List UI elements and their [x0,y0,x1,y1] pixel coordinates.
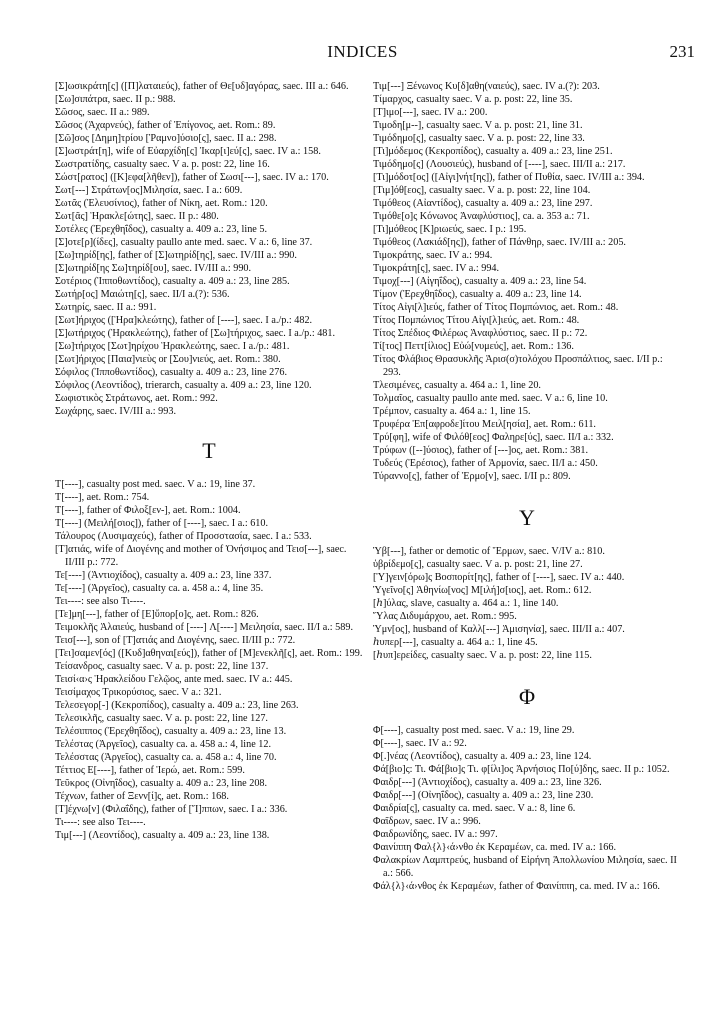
index-entry: Τε[----] (Ἀντιοχίδος), casualty a. 409 a.: 23, line 337. [55,570,272,581]
index-entry: Τολμαῖος, casualty paullo ante med. saec. V a.: 6, line 10. [373,393,608,404]
index-entry: [Σῶ]σος [Δημη]τρίου [Ῥαμνο]ύσιο[ς], saec. II a.: 298. [55,133,277,144]
index-entry: Τίτος Φλάβιος Θρασυκλῆς Ἀρισ(σ)τολόχου Προσπάλτιος, saec. I/II p.: 293. [373,354,663,378]
index-entry: Τεισ[---], son of [Τ]ατιάς and Διογένης, saec. II/III p.: 772. [55,635,296,646]
index-entry: Ὑβ[---], father or demotic of Ἕρμων, saec. V/IV a.: 810. [373,546,605,557]
index-entry: Σοτέλες (Ἐρεχθηΐδος), casualty a. 409 a.: 23, line 5. [55,224,268,235]
index-entry: [Τι]μόδεμος (Κεκροπίδος), casualty a. 409 a.: 23, line 251. [373,146,613,157]
index-entry: [Τει]σαμεν[ός] ([Κυδ]αθηναι[εύς]), father of [Μ]ενεκλῆ[ς], aet. Rom.: 199. [55,648,363,659]
index-entry: Τάλουρος (Λυσιμαχεύς), father of Προσστασία, saec. I a.: 533. [55,531,312,542]
index-entry: [Σωτ]ήριχος ([Ἡρα]κλεώτης), father of [----], saec. I a./p.: 482. [55,315,313,326]
index-entry: Τίμαρχος, casualty saec. V a. p. post: 22, line 35. [373,94,573,105]
index-entry: Τιμόδημο[ς] (Λουσιεύς), husband of [----], saec. III/II a.: 217. [373,159,626,170]
index-entry: Φαινίππη Φαλ{λ}‹ά›νθο ἐκ Κεραμέων, ca. med. IV a.: 166. [373,842,617,853]
index-entry: Τει----: see also Τι----. [55,596,146,607]
index-entry: Φά[βιο]ς: Τι. Φά[βιο]ς Τι. φ[ίλι]ος Ἀρνήσιος Πο[ύ]δης, saec. II p.: 1052. [373,764,670,775]
index-entry: Τείσανδρος, casualty saec. V a. p. post: 22, line 137. [55,661,269,672]
right-entries-2 [373,545,681,662]
index-entry: Τί[τος] Πεττ[ίλιος] Εὐώ[νυμεύς], aet. Rom.: 136. [373,341,574,352]
index-entry: Σόφιλος (Ἱπποθωντίδος), casualty a. 409 a.: 23, line 276. [55,367,288,378]
section-letter-upsilon: Υ [519,505,535,530]
index-entry: Φαιδρ[---] (Οἰνηΐδος), casualty a. 409 a.: 23, line 230. [373,790,594,801]
index-entry: Τύραννο[ς], father of Ἑρμο[ν], saec. I/II p.: 809. [373,471,571,482]
index-entry: Σοτέριος (Ἱπποθωντίδος), casualty a. 409 a.: 23, line 285. [55,276,290,287]
index-entry: Φάλ{λ}‹ά›νθος ἐκ Κεραμέων, father of Φαινίππη, ca. med. IV a.: 166. [373,881,660,892]
index-entry: Τεισίμαχος Τρικορύσιος, saec. V a.: 321. [55,687,222,698]
index-entry: Τιμοκράτη[ς], saec. IV a.: 994. [373,263,500,274]
index-entry: Τ[----] (Μειλή[σιος]), father of [----], saec. I a.: 610. [55,518,269,529]
right-entries-3 [373,724,681,893]
index-entry: Τέχνων, father of Ξενν[ί]ς, aet. Rom.: 168. [55,791,229,802]
index-entry: Τιμ[---] (Λεοντίδος), casualty a. 409 a.: 23, line 138. [55,830,270,841]
index-entry: ℎυπερ[---], casualty a. 464 a.: 1, line 45. [373,637,538,648]
index-entry: Σωφιστικὸς Στράτωνος, aet. Rom.: 992. [55,393,218,404]
index-entry: Τιμόδημο[ς], casualty saec. V a. p. post: 22, line 33. [373,133,585,144]
index-entry: [Τι]μόδοτ[ος] ([Αἰγι]νήτ[ης]), father of Πυθία, saec. IV/III a.: 394. [373,172,645,183]
index-entry: Τελεσεγορ[-] (Κεκροπίδος), casualty a. 409 a.: 23, line 263. [55,700,299,711]
index-entry: [Τ]ατιάς, wife of Διογένης and mother of Ὀνήσιμος and Τεισ[---], saec. II/III p.: 772. [55,544,347,568]
index-entry: [Σω]τήριχος [Σωτ]ηρίχου Ἡρακλεώτης, saec. I a./p.: 481. [55,341,290,352]
index-entry: Τεισί‹α›ς Ἡρακλείδου Γελῷος, ante med. saec. IV a.: 445. [55,674,293,685]
index-entry: ὑβρίδεμο[ς], casualty saec. V a. p. post: 21, line 27. [373,559,583,570]
index-entry: Ὕλας Διδυμάρχου, aet. Rom.: 995. [373,611,517,622]
index-entry: Τειμοκλῆς Ἀλαιεύς, husband of [----] Λ[----] Μειλησία, saec. II/I a.: 589. [55,622,353,633]
index-entry: Τελέστας (Ἀργεῖος), casualty ca. a. 458 a.: 4, line 12. [55,739,272,750]
left-entries-2 [55,478,363,842]
right-entries-1 [373,80,681,483]
index-entry: [Σ]ωστράτ[η], wife of Εὐαρχίδη[ς] Ἰκαρ[ι]εύ[ς], saec. IV a.: 158. [55,146,321,157]
index-entry: Σωτ[---] Στράτων[ος]Μιλησία, saec. I a.: 609. [55,185,243,196]
index-entry: Σωτηρίς, saec. II a.: 991. [55,302,157,313]
index-entry: Τιμοχ[---] (Αἰγηΐδος), casualty a. 409 a.: 23, line 54. [373,276,587,287]
index-entry: Σωτ[ᾶς] Ἡρακλε[ώτης], saec. II p.: 480. [55,211,219,222]
index-entry: [Σω]σιπάτρα, saec. II p.: 988. [55,94,176,105]
index-entry: [Σ]ωτήριχος (Ἡρακλεώτης), father of [Σω]τήριχος, saec. I a./p.: 481. [55,328,336,339]
index-entry: [Ὑ]γειν[όρω]ς Βοσπορίτ[ης], father of [----], saec. IV a.: 440. [373,572,625,583]
index-entry: Τλεσιμένες, casualty a. 464 a.: 1, line 20. [373,380,541,391]
page-number: 231 [669,42,695,61]
index-entry: Τελέσστας (Ἀργεῖος), casualty ca. a. 458 a.: 4, line 70. [55,752,277,763]
index-entry: Σωτήρ[ος] Μαιώτη[ς], saec. II/I a.(?): 536. [55,289,230,300]
index-entry: Τιμόθεος (Λακιάδ[ης]), father of Πάνθηρ, saec. IV/III a.: 205. [373,237,626,248]
index-entry: Σώστ[ρατος] ([Κ]εφα[λῆθεν]), father of Σωσι[---], saec. IV a.: 170. [55,172,329,183]
left-column [55,80,363,842]
left-entries-1 [55,80,363,418]
index-entry: [Τε]μη[---], father of [Ε]ὔπορ[ο]ς, aet. Rom.: 826. [55,609,259,620]
index-entry: Σωστρατίδης, casualty saec. V a. p. post: 22, line 16. [55,159,270,170]
index-entry: [Σω]τηρίδ[ης], father of [Σ]ωτηρίδ[ης], saec. IV/III a.: 990. [55,250,297,261]
index-entry: Σωτᾶς (Ἐλευσίνιος), father of Νίκη, aet. Rom.: 120. [55,198,268,209]
index-entry: Ὑμν[ος], husband of Καλλ[---] Ἀμισηνία], saec. III/II a.: 407. [373,624,625,635]
right-column [373,80,681,893]
index-entry: Τε[----] (Ἀργεῖος), casualty ca. a. 458 a.: 4, line 35. [55,583,264,594]
index-entry: Σῶσος (Ἀχαρνεύς), father of Ἐπίγονος, aet. Rom.: 89. [55,120,276,131]
index-entry: Τίτος Πομπώνιος Τίτου Αἰγι[λ]ιεύς, aet. Rom.: 48. [373,315,580,326]
index-entry: Ὑγεῖνο[ς] Ἀθηνίω[νος] Μ[ιλή]σ[ιος], aet. Rom.: 612. [373,585,592,596]
index-entry: Τιμ[---] Ξένωνος Κυ[δ]αθη(ναιεύς), saec. IV a.(?): 203. [373,81,600,92]
index-entry: Τι----: see also Τει----. [55,817,146,828]
index-entry: [Σωτ]ήριχος [Παια]νιεὺς or [Σου]νιεύς, aet. Rom.: 380. [55,354,281,365]
index-entry: Φαιδρωνίδης, saec. IV a.: 997. [373,829,498,840]
index-entry: Τυδεύς (Ἐρέσιος), father of Ἁρμονία, saec. II/I a.: 450. [373,458,598,469]
index-entry: Τρέμπον, casualty a. 464 a.: 1, line 15. [373,406,531,417]
index-entry: Τέττιος Ε[----], father of Ἱερώ, aet. Rom.: 599. [55,765,245,776]
index-entry: Τρύφων ([--]ύσιος), father of [---]ος, aet. Rom.: 381. [373,445,588,456]
index-entry: Φ[.]νέας (Λεοντίδος), casualty a. 409 a.: 23, line 124. [373,751,592,762]
index-entry: Τ[----], father of Φιλοξ[εν-], aet. Rom.: 1004. [55,505,241,516]
index-entry: Τιμόθε[ο]ς Κόνωνος Ἀναφλύστιος], ca. a. 353 a.: 71. [373,211,590,222]
index-entry: Τεῦκρος (Οἰνηΐδος), casualty a. 409 a.: 23, line 208. [55,778,268,789]
index-entry: Σόφιλος (Λεοντίδος), trierarch, casualty a. 409 a.: 23, line 120. [55,380,312,391]
section-letter-tau: Τ [202,438,216,463]
index-entry: Τ[----], casualty post med. saec. V a.: 19, line 37. [55,479,256,490]
index-entry: Τίτος Σπέδιος Φιλέρως Ἀναφλύστιος, saec. II p.: 72. [373,328,588,339]
index-entry: [Σ]οτε[ρ](ίδες], casualty paullo ante med. saec. V a.: 6, line 37. [55,237,313,248]
index-entry: Φαῖδρων, saec. IV a.: 996. [373,816,481,827]
section-letter-phi: Φ [518,684,536,709]
index-entry: Τρύ[φη], wife of Φιλόθ[εος] Φαληρε[ύς], saec. II/I a.: 332. [373,432,614,443]
index-entry: Σωχάρης, saec. IV/III a.: 993. [55,406,177,417]
index-entry: Τ[----], aet. Rom.: 754. [55,492,150,503]
index-entry: Τιμοκράτης, saec. IV a.: 994. [373,250,493,261]
index-entry: [Σ]ωτηρίδ[ης Σω]τηρίδ[ου], saec. IV/III a.: 990. [55,263,252,274]
index-entry: [Σ]ωσικράτη[ς] ([Π]λαταιεύς), father of Θε[υδ]αγόρας, saec. III a.: 646. [55,81,349,92]
index-entry: Φ[----], saec. IV a.: 92. [373,738,467,749]
index-entry: [Τιμ]όθ[εος], casualty saec. V a. p. post: 22, line 104. [373,185,591,196]
index-entry: [Τι]μόθεος [Κ]ριωεύς, saec. I p.: 195. [373,224,527,235]
index-entry: Σῶσος, saec. II a.: 989. [55,107,150,118]
index-entry: [ℎυπ]ερείδες, casualty saec. V a. p. post: 22, line 115. [373,650,592,661]
index-entry: [ℎ]ύλας, slave, casualty a. 464 a.: 1, line 140. [373,598,559,609]
index-entry: [Τ]ιμο[---], saec. IV a.: 200. [373,107,488,118]
index-entry: Τίτος Αἰγι[λ]ιεύς, father of Τίτος Πομπώνιος, aet. Rom.: 48. [373,302,619,313]
index-entry: Φ[----], casualty post med. saec. V a.: 19, line 29. [373,725,575,736]
index-entry: Τρυφέρα Ἐπ[αφροδε]ίτου Μειλ[ησία], aet. Rom.: 611. [373,419,596,430]
index-entry: Φαλακρίων Λαμπτρεύς, husband of Εἰρήνη Ἀπολλωνίου Μιλησία, saec. II a.: 566. [373,855,677,879]
index-entry: [Τ]έχνω[ν] (Φιλαΐδης), father of [Ἵ]ππων, saec. I a.: 336. [55,804,288,815]
index-entry: Τελεσικλῆς, casualty saec. V a. p. post: 22, line 127. [55,713,268,724]
index-entry: Φαιδρία[ς], casualty ca. med. saec. V a.: 8, line 6. [373,803,576,814]
index-entry: Φαιδρ[---] (Ἀντιοχίδος), casualty a. 409 a.: 23, line 326. [373,777,602,788]
index-entry: Τιμοδη[μ--], casualty saec. V a. p. post: 21, line 31. [373,120,583,131]
page-title: INDICES [327,42,398,61]
index-entry: Τελέσιππος (Ἐρεχθηΐδος), casualty a. 409 a.: 23, line 13. [55,726,287,737]
index-entry: Τιμόθεος (Αἰαντίδος), casualty a. 409 a.: 23, line 297. [373,198,593,209]
index-entry: Τίμον (Ἐρεχθηΐδος), casualty a. 409 a.: 23, line 14. [373,289,582,300]
